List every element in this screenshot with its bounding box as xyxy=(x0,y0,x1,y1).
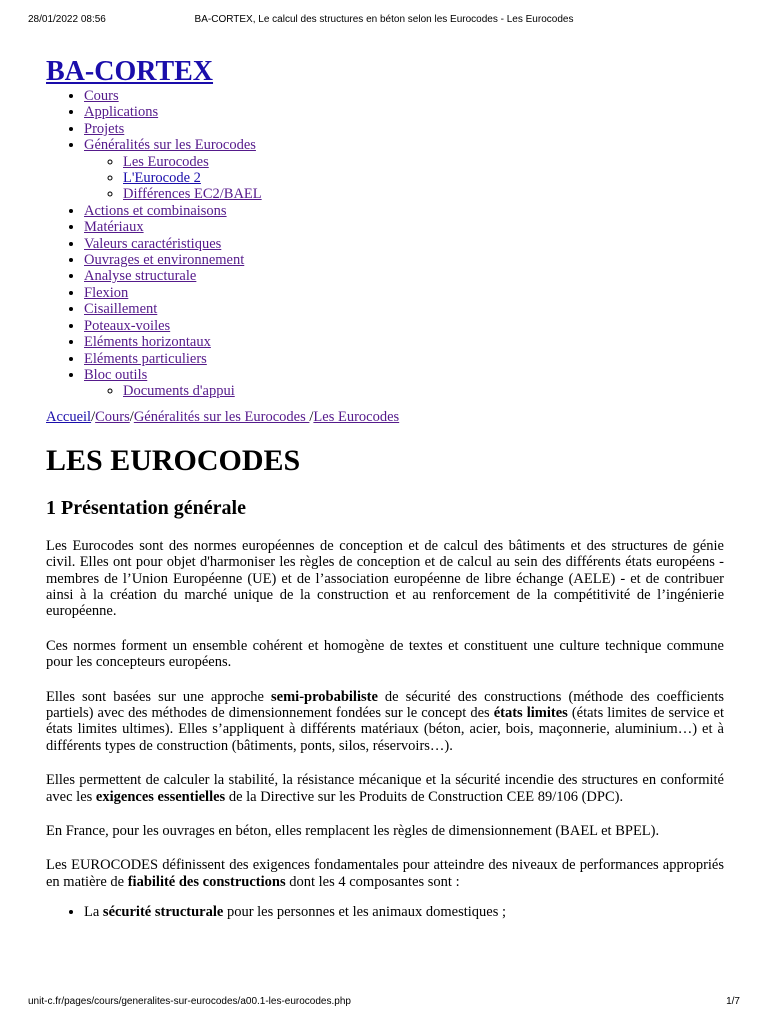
print-footer xyxy=(28,996,740,1010)
print-date: 28/01/2022 08:56 xyxy=(28,14,106,25)
paragraph-exigences: Les EUROCODES définissent des exigences fondamentales pour atteindre des niveaux de performances appropriés en matière de fiabilité des constructions dont les 4 composantes sont : xyxy=(46,857,724,890)
page-content xyxy=(46,56,724,921)
paragraph-approche: Elles sont basées sur une approche semi-probabiliste de sécurité des constructions (méthode des coefficients partiels) avec des méthodes de dimensionnement fondées sur le concept des états limites (états limites de service et états limites ultimes). Elles s’appliquent à différents matériaux (béton, acier, bois, maçonnerie, aluminium…) et à différents types de construction (bâtiments, ponts, silos, réservoirs…). xyxy=(46,688,725,754)
breadcrumb-generalites[interactable]: Généralités sur les Eurocodes xyxy=(133,408,310,425)
nav-link-flexion[interactable]: Flexion xyxy=(84,284,129,301)
term-semi-probabiliste: semi-probabiliste xyxy=(271,688,378,705)
nav-item xyxy=(84,334,724,350)
nav-link-ouvrages[interactable]: Ouvrages et environnement xyxy=(84,252,245,269)
paragraph-intro: Les Eurocodes sont des normes européennes de conception et de calcul des bâtiments et des structures de génie civil. Elles ont pour objet d'harmoniser les règles de conception et de calcul au sein des différents états européens - membres de l’Union Européenne (UE) et de l’association européenne de libre échange (AELE) - et de contribuer ainsi à la création du marché unique de la construction et au renforcement de la compétitivité de l’ingénierie européenne. xyxy=(46,537,724,620)
nav-submenu-tools xyxy=(84,383,724,399)
site-title-link[interactable]: BA-CORTEX xyxy=(46,56,214,87)
nav-link-valeurs[interactable]: Valeurs caractéristiques xyxy=(84,235,222,252)
paragraph-france: En France, pour les ouvrages en béton, elles remplacent les règles de dimensionnement (BAEL et BPEL). xyxy=(46,823,660,839)
site-title xyxy=(46,56,724,88)
print-doc-title: BA-CORTEX, Le calcul des structures en béton selon les Eurocodes - Les Eurocodes xyxy=(194,14,574,25)
nav-link-generalites[interactable]: Généralités sur les Eurocodes xyxy=(84,137,256,154)
nav-item xyxy=(84,318,724,334)
nav-link-applications[interactable]: Applications xyxy=(84,104,159,121)
nav-top-menu xyxy=(46,88,724,137)
nav-item xyxy=(84,203,724,219)
term-exigences-essentielles: exigences essentielles xyxy=(95,788,226,805)
nav-link-analyse[interactable]: Analyse structurale xyxy=(84,268,197,285)
nav-item xyxy=(84,104,724,120)
nav-link-materiaux[interactable]: Matériaux xyxy=(84,219,144,236)
print-page-number: 1/7 xyxy=(726,996,740,1007)
nav-chapters-menu xyxy=(46,137,724,367)
print-url: unit-c.fr/pages/cours/generalites-sur-eurocodes/a00.1-les-eurocodes.php xyxy=(28,996,351,1007)
breadcrumb-separator: / xyxy=(91,408,96,425)
list-item: • La sécurité structurale pour les personnes et les animaux domestiques ; xyxy=(84,904,724,920)
nav-item xyxy=(84,252,724,268)
nav-item xyxy=(84,285,724,301)
paragraph-stabilite: Elles permettent de calculer la stabilité, la résistance mécanique et la sécurité incendie des structures en conformité avec les exigences essentielles de la Directive sur les Produits de Construction CEE 89/106 (DPC). xyxy=(46,772,724,805)
nav-link-les-eurocodes[interactable]: Les Eurocodes xyxy=(123,153,209,170)
nav-item xyxy=(84,367,724,400)
nav-subitem xyxy=(123,170,724,186)
nav-link-particuliers[interactable]: Eléments particuliers xyxy=(84,350,207,367)
nav-link-cisaillement[interactable]: Cisaillement xyxy=(84,301,158,318)
breadcrumb-les-eurocodes[interactable]: Les Eurocodes xyxy=(313,408,400,425)
breadcrumb-cours[interactable]: Cours xyxy=(95,408,130,425)
page-title: LES EUROCODES xyxy=(46,443,301,477)
breadcrumb-separator: / xyxy=(309,408,314,425)
term-etats-limites: états limites xyxy=(493,704,568,721)
nav-subitem xyxy=(123,186,724,202)
nav-link-cours[interactable]: Cours xyxy=(84,88,119,104)
nav-link-bloc-outils[interactable]: Bloc outils xyxy=(84,366,148,383)
term-fiabilite: fiabilité des constructions xyxy=(127,873,286,890)
nav-submenu-generalites xyxy=(84,154,724,203)
nav-subitem xyxy=(123,383,724,399)
print-header xyxy=(28,14,740,28)
nav-item xyxy=(84,301,724,317)
breadcrumb-accueil[interactable]: Accueil xyxy=(46,408,92,425)
breadcrumb xyxy=(46,409,724,426)
section-title: 1 Présentation générale xyxy=(46,496,246,519)
paragraph-ensemble: Ces normes forment un ensemble cohérent et homogène de textes et constituent une culture technique commune pour les concepteurs européens. xyxy=(46,637,724,671)
breadcrumb-separator: / xyxy=(129,408,134,425)
nav-tools-menu xyxy=(46,367,724,400)
term-securite-structurale: sécurité structurale xyxy=(102,904,224,921)
nav-item xyxy=(84,268,724,284)
nav-item xyxy=(84,121,724,137)
nav-link-eurocode-2[interactable]: L'Eurocode 2 xyxy=(123,170,201,187)
nav-item xyxy=(84,137,724,203)
composantes-list xyxy=(46,904,724,920)
nav-link-poteaux[interactable]: Poteaux-voiles xyxy=(84,317,171,334)
nav-link-documents[interactable]: Documents d'appui xyxy=(123,383,235,400)
nav-link-horizontaux[interactable]: Eléments horizontaux xyxy=(84,334,211,351)
nav-link-projets[interactable]: Projets xyxy=(84,120,125,137)
nav-item xyxy=(84,351,724,367)
nav-item xyxy=(84,88,724,104)
nav-item xyxy=(84,236,724,252)
nav-subitem xyxy=(123,154,724,170)
nav-item xyxy=(84,219,724,235)
nav-link-actions[interactable]: Actions et combinaisons xyxy=(84,202,227,219)
nav-link-differences[interactable]: Différences EC2/BAEL xyxy=(123,186,262,203)
